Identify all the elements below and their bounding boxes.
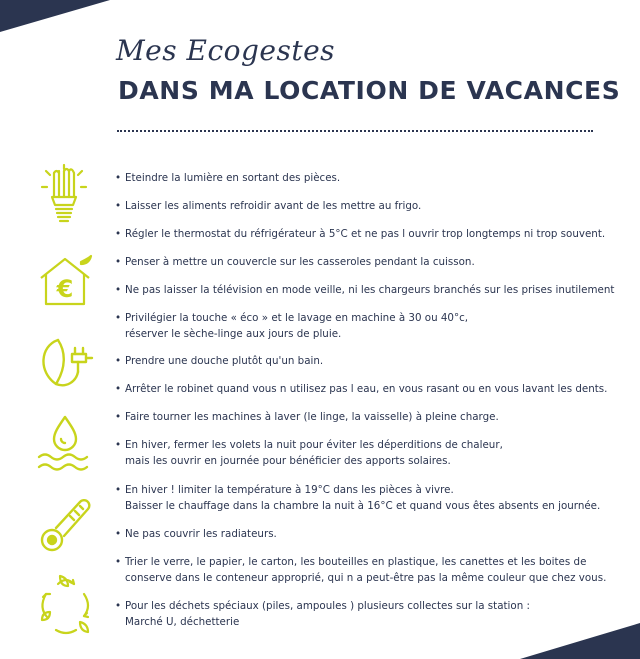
list-item: • En hiver, fermer les volets la nuit pour éviter les déperditions de chaleur, mais les ouvrir en journée pour bénéficier des apports solaires. xyxy=(115,439,503,467)
recycle-leaves-icon xyxy=(34,574,98,636)
list-item: • Penser à mettre un couvercle sur les casseroles pendant la cuisson. xyxy=(115,256,475,268)
list-item: • Eteindre la lumière en sortant des pièces. xyxy=(115,172,341,184)
dotted-divider xyxy=(117,130,593,132)
thermometer-icon xyxy=(34,494,96,556)
list-item: • En hiver ! limiter la température à 19°C dans les pièces à vivre. Baisser le chauffage dans la chambre la nuit à 16°C et quand vous êtes absents en journée. xyxy=(115,484,601,512)
list-item: • Laisser les aliments refroidir avant de les mettre au frigo. xyxy=(115,200,422,212)
list-item: • Ne pas laisser la télévision en mode veille, ni les chargeurs branchés sur les prises inutilement xyxy=(115,284,615,296)
water-drop-icon xyxy=(36,413,94,475)
list-item: • Arrêter le robinet quand vous n utilisez pas l eau, en vous rasant ou en vous lavant les dents. xyxy=(115,383,608,395)
list-item: • Prendre une douche plutôt qu'un bain. xyxy=(115,355,324,367)
leaf-plug-icon xyxy=(36,332,96,392)
list-item: • Privilégier la touche « éco » et le lavage en machine à 30 ou 40°c, réserver le sèche-linge aux jours de pluie. xyxy=(115,312,469,340)
page-title: DANS MA LOCATION DE VACANCES xyxy=(118,76,621,105)
list-item: • Ne pas couvrir les radiateurs. xyxy=(115,528,277,540)
list-item: • Trier le verre, le papier, le carton, les bouteilles en plastique, les canettes et les boites de conserve dans le conteneur approprié, qui n a peut-être pas la même couleur que chez vous. xyxy=(115,556,607,584)
list-item: • Régler le thermostat du réfrigérateur à 5°C et ne pas l ouvrir trop longtemps ni trop souvent. xyxy=(115,228,606,240)
script-title: Mes Ecogestes xyxy=(116,34,336,67)
euro-symbol: € xyxy=(56,275,74,303)
list-item: • Pour les déchets spéciaux (piles, ampoules ) plusieurs collectes sur la station : Marché U, déchetterie xyxy=(115,600,530,628)
list-item: • Faire tourner les machines à laver (le linge, la vaisselle) à pleine charge. xyxy=(115,411,499,423)
light-bulb-icon xyxy=(40,163,88,225)
house-euro-icon xyxy=(37,254,95,308)
top-left-corner-decoration xyxy=(0,0,110,32)
